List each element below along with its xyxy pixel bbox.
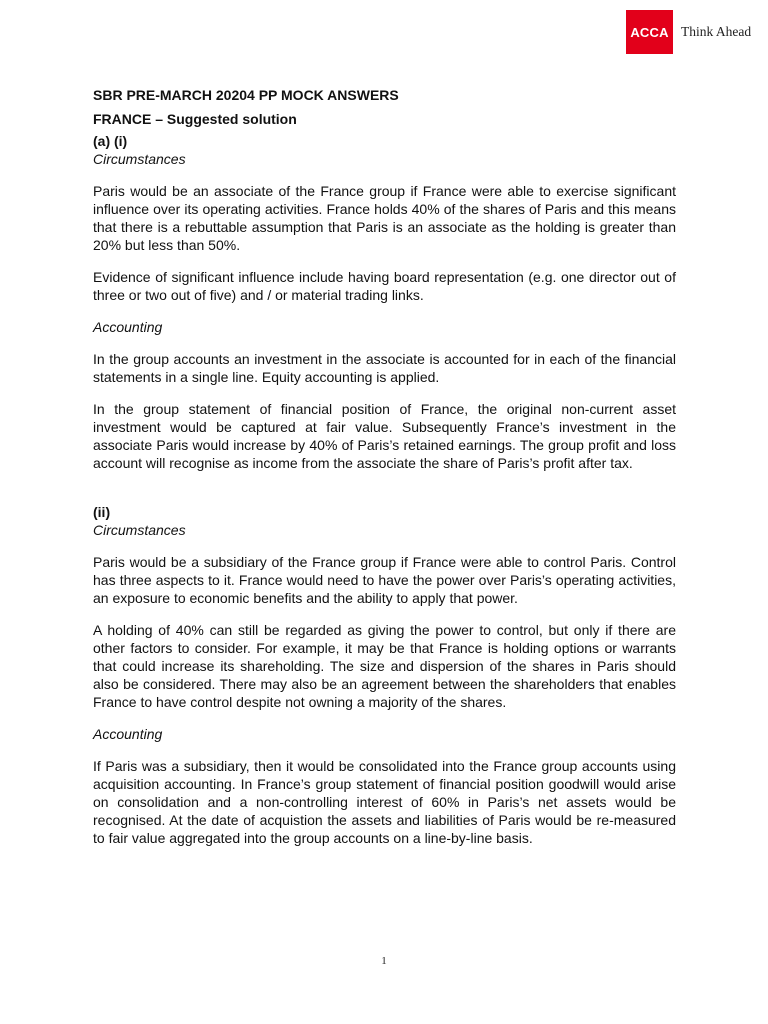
acca-logo [626,10,751,54]
document-body [93,86,676,847]
document-subtitle: FRANCE – Suggested solution [93,111,297,127]
section-a-i [93,132,676,472]
paragraph: In the group statement of financial position of France, the original non-current asset investment would be captured at fair value. Subsequently France’s investment in the associate Paris would increase by 40% of Paris’s retained earnings. The group profit and loss account will recognise as income from the associate the share of Paris’s profit after tax. [93,401,676,471]
section-label: (ii) [93,504,111,520]
paragraph: Paris would be a subsidiary of the France group if France were able to control Paris. Control has three aspects to it. France would need to have the power over Paris’s operating activities, an exposure to economic benefits and the ability to apply that power. [93,554,676,606]
page-number: 1 [381,955,387,967]
section-ii [93,503,676,847]
section-label: (a) (i) [93,133,128,149]
paragraph: Paris would be an associate of the France group if France were able to exercise significant influence over its operating activities. France holds 40% of the shares of Paris and this means that there is a rebuttable assumption that Paris is an associate as the holding is greater than 20% but less than 50%. [93,183,676,253]
circumstances-heading: Circumstances [93,522,186,538]
paragraph: In the group accounts an investment in the associate is accounted for in each of the financial statements in a single line. Equity accounting is applied. [93,351,676,385]
circumstances-heading: Circumstances [93,151,186,167]
paragraph: Evidence of significant influence include having board representation (e.g. one director out of three or two out of five) and / or material trading links. [93,269,676,303]
acca-logo-mark: ACCA [626,10,673,54]
logo-tagline: Think Ahead [681,24,752,39]
paragraph: If Paris was a subsidiary, then it would be consolidated into the France group accounts using acquisition accounting. In France’s group statement of financial position goodwill would arise on consolidation and a non-controlling interest of 60% in Paris’s net assets would be recognised. At the date of acquistion the assets and liabilities of Paris would be re-measured to fair value aggregated into the group accounts on a line-by-line basis. [93,758,676,846]
accounting-heading: Accounting [93,726,163,742]
document-title: SBR PRE-MARCH 20204 PP MOCK ANSWERS [93,87,399,103]
accounting-heading: Accounting [93,319,163,335]
paragraph: A holding of 40% can still be regarded as giving the power to control, but only if there are other factors to consider. For example, it may be that France is holding options or warrants that could increase its shareholding. The size and dispersion of the shares in Paris should also be considered. There may also be an agreement between the shareholders that enables France to have control despite not owning a majority of the shares. [93,622,676,710]
